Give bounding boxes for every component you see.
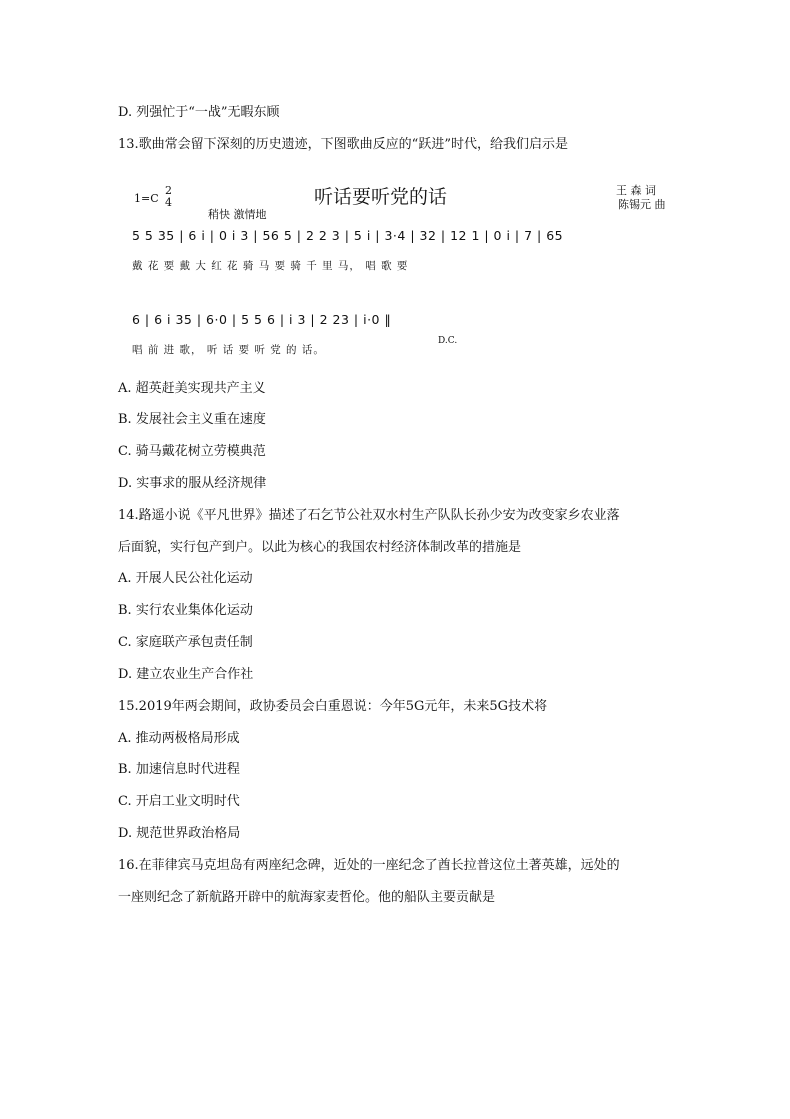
score-title: 听话要听党的话 xyxy=(314,186,448,208)
q13-option-d: D. 实事求的服从经济规律 xyxy=(118,476,267,491)
q15-option-c: C. 开启工业文明时代 xyxy=(118,794,240,809)
score-lyrics-row-2: 唱 前 进 歌， 听 话 要 听 党 的 话。 xyxy=(132,344,325,356)
score-tempo: 稍快 激情地 xyxy=(208,208,267,221)
q16-stem-line-2: 一座则纪念了新航路开辟中的航海家麦哲伦。他的船队主要贡献是 xyxy=(118,890,496,905)
q13-option-c: C. 骑马戴花树立劳模典范 xyxy=(118,444,266,459)
q14-option-b: B. 实行农业集体化运动 xyxy=(118,603,253,618)
score-key: 1=C xyxy=(134,192,159,205)
score-time-top: 2 xyxy=(165,184,172,197)
score-time-bottom: 4 xyxy=(165,196,172,209)
score-lyrics-row-1: 戴 花 要 戴 大 红 花 骑 马 要 骑 千 里 马， 唱 歌 要 xyxy=(132,260,409,272)
music-score xyxy=(126,176,686,366)
q16-stem-line-1: 16.在菲律宾马克坦岛有两座纪念碑，近处的一座纪念了酋长拉普这位土著英雄，远处的 xyxy=(118,858,620,873)
score-lyricist: 王 森 词 xyxy=(616,184,656,197)
score-notes-row-1: 5 5 35 | 6 i | 0 i 3 | 56 5 | 2 2 3 | 5 i | 3·4 | 32 | 12 1 | 0 i | 7 | 65 xyxy=(132,228,564,243)
q15-option-d: D. 规范世界政治格局 xyxy=(118,826,241,841)
q15-option-a: A. 推动两极格局形成 xyxy=(118,731,240,746)
q14-stem-line-2: 后面貌，实行包产到户。以此为核心的我国农村经济体制改革的措施是 xyxy=(118,540,522,555)
q15-stem: 15.2019年两会期间，政协委员会白重恩说：今年5G元年，未来5G技术将 xyxy=(118,699,548,714)
q12-option-d: D. 列强忙于“一战”无暇东顾 xyxy=(118,105,280,120)
q14-stem-line-1: 14.路遥小说《平凡世界》描述了石乞节公社双水村生产队队长孙少安为改变家乡农业落 xyxy=(118,508,620,523)
q14-option-a: A. 开展人民公社化运动 xyxy=(118,571,253,586)
score-composer: 陈锡元 曲 xyxy=(618,198,666,211)
q14-option-c: C. 家庭联产承包责任制 xyxy=(118,635,253,650)
q15-option-b: B. 加速信息时代进程 xyxy=(118,762,240,777)
q14-option-d: D. 建立农业生产合作社 xyxy=(118,667,254,682)
q13-stem: 13.歌曲常会留下深刻的历史遗迹，下图歌曲反应的“跃进”时代，给我们启示是 xyxy=(118,137,568,152)
q13-option-b: B. 发展社会主义重在速度 xyxy=(118,412,266,427)
q13-option-a: A. 超英赶美实现共产主义 xyxy=(118,381,266,396)
score-notes-row-2: 6 | 6 i 35 | 6·0 | 5 5 6 | i 3 | 2 23 | i·0 ‖ xyxy=(132,312,392,327)
score-dc-mark: D.C. xyxy=(438,336,458,346)
